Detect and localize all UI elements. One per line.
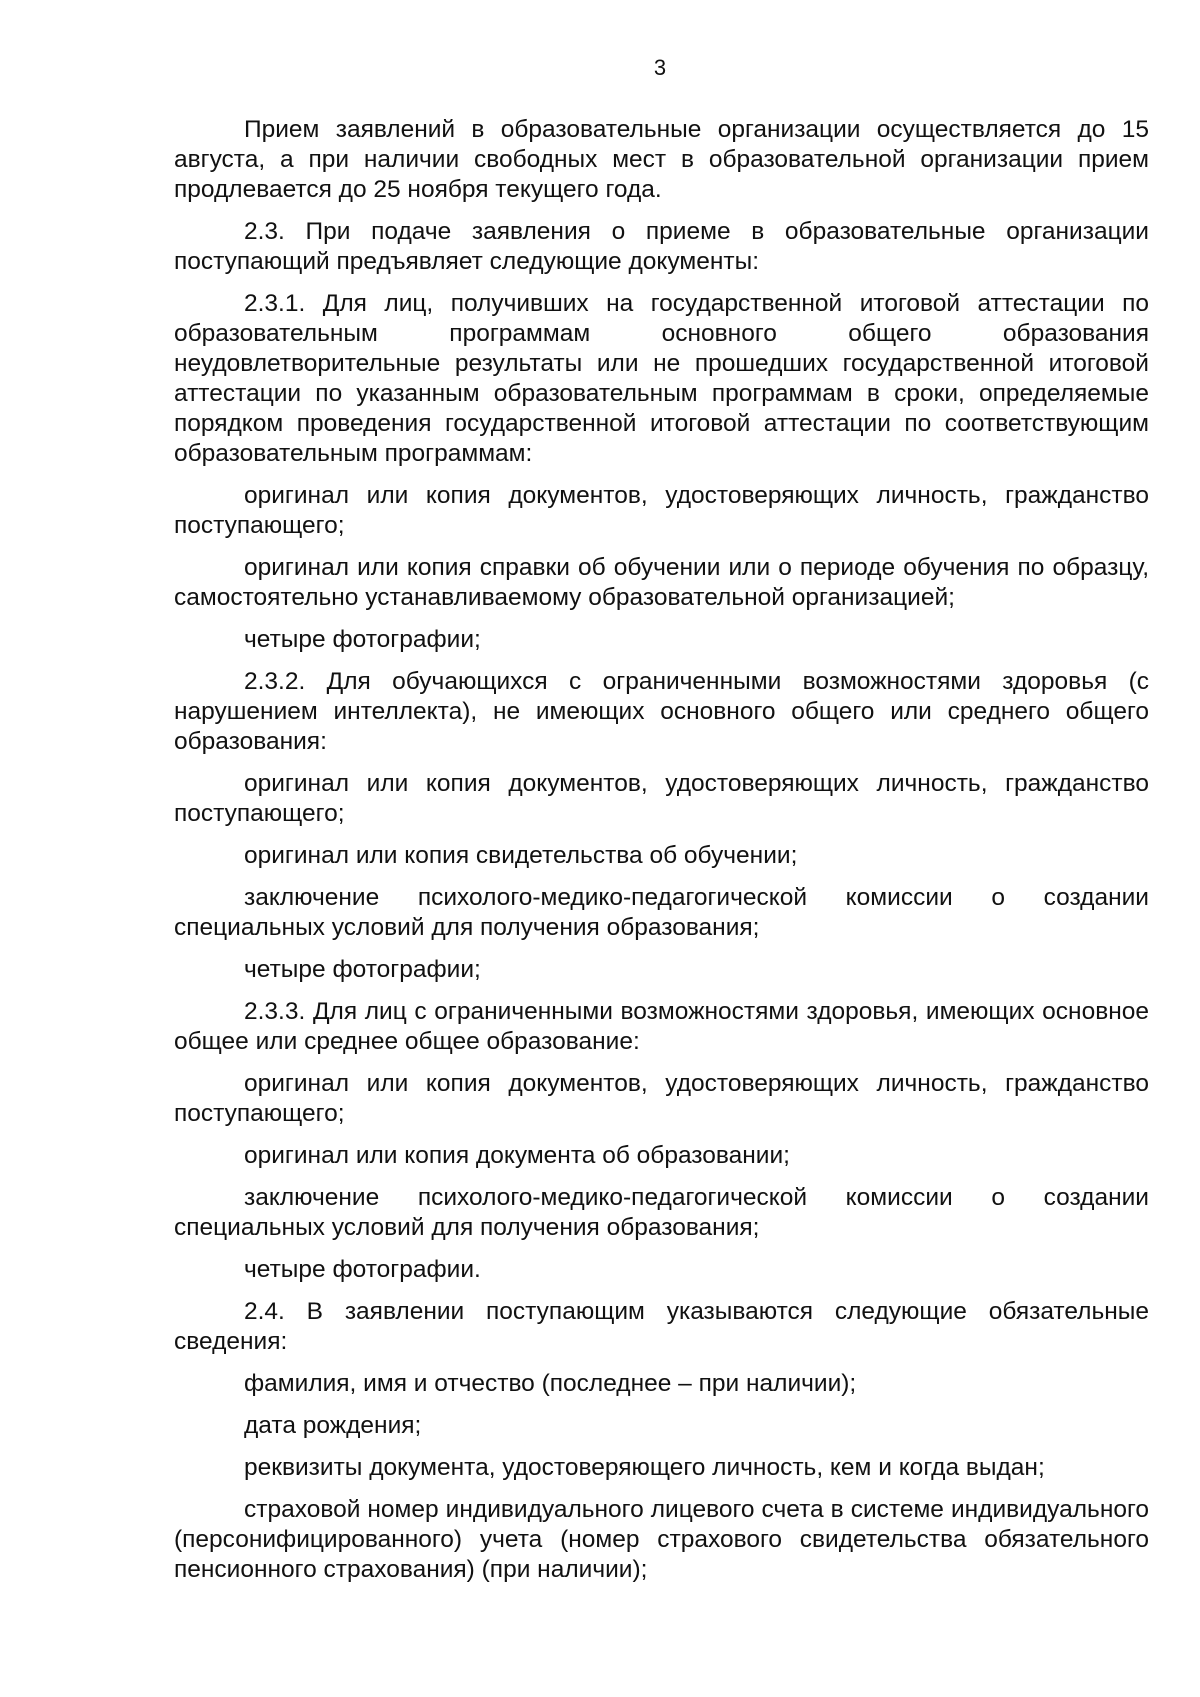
list-item-identity-documents: оригинал или копия документов, удостоверяющих личность, гражданство поступающего; [174, 770, 1149, 827]
list-item-identity-details: реквизиты документа, удостоверяющего личность, кем и когда выдан; [244, 1454, 1045, 1481]
document-body [174, 115, 1149, 1597]
list-item-pmpk-conclusion: заключение психолого-медико-педагогической комиссии о создании специальных условий для получения образования; [174, 884, 1149, 941]
list-item-full-name: фамилия, имя и отчество (последнее – при наличии); [244, 1370, 857, 1397]
list-item-pmpk-conclusion: заключение психолого-медико-педагогической комиссии о создании специальных условий для получения образования; [174, 1184, 1149, 1241]
list-item-identity-documents: оригинал или копия документов, удостоверяющих личность, гражданство поступающего; [174, 1070, 1149, 1127]
paragraph-application-deadline: Прием заявлений в образовательные организации осуществляется до 15 августа, а при наличии свободных мест в образовательной организации прием продлевается до 25 ноября текущего года. [174, 116, 1149, 203]
list-item-photos: четыре фотографии; [244, 626, 481, 653]
list-item-study-certificate: оригинал или копия свидетельства об обучении; [244, 842, 798, 869]
list-item-education-document: оригинал или копия документа об образовании; [244, 1142, 790, 1169]
list-item-photos: четыре фотографии. [244, 1256, 481, 1283]
list-item-snils: страховой номер индивидуального лицевого счета в системе индивидуального (персонифицированного) учета (номер страхового свидетельства обязательного пенсионного страхования) (при наличии); [174, 1496, 1149, 1583]
paragraph-2-3: 2.3. При подаче заявления о приеме в образовательные организации поступающий предъявляет следующие документы: [174, 218, 1149, 275]
page-number: 3 [653, 55, 667, 80]
list-item-identity-documents: оригинал или копия документов, удостоверяющих личность, гражданство поступающего; [174, 482, 1149, 539]
list-item-photos: четыре фотографии; [244, 956, 481, 983]
list-item-birth-date: дата рождения; [244, 1412, 422, 1439]
paragraph-2-4: 2.4. В заявлении поступающим указываются следующие обязательные сведения: [174, 1298, 1149, 1355]
paragraph-2-3-1: 2.3.1. Для лиц, получивших на государственной итоговой аттестации по образовательным программам основного общего образования неудовлетворительные результаты или не прошедших государственной итоговой аттестации по указанным образовательным программам в сроки, определяемые порядком проведения государственной итоговой аттестации по соответствующим образовательным программам: [174, 290, 1149, 467]
paragraph-2-3-3: 2.3.3. Для лиц с ограниченными возможностями здоровья, имеющих основное общее или среднее общее образование: [174, 998, 1149, 1055]
list-item-study-certificate: оригинал или копия справки об обучении или о периоде обучения по образцу, самостоятельно устанавливаемому образовательной организацией; [174, 554, 1149, 611]
paragraph-2-3-2: 2.3.2. Для обучающихся с ограниченными возможностями здоровья (с нарушением интеллекта), не имеющих основного общего или среднего общего образования: [174, 668, 1149, 755]
